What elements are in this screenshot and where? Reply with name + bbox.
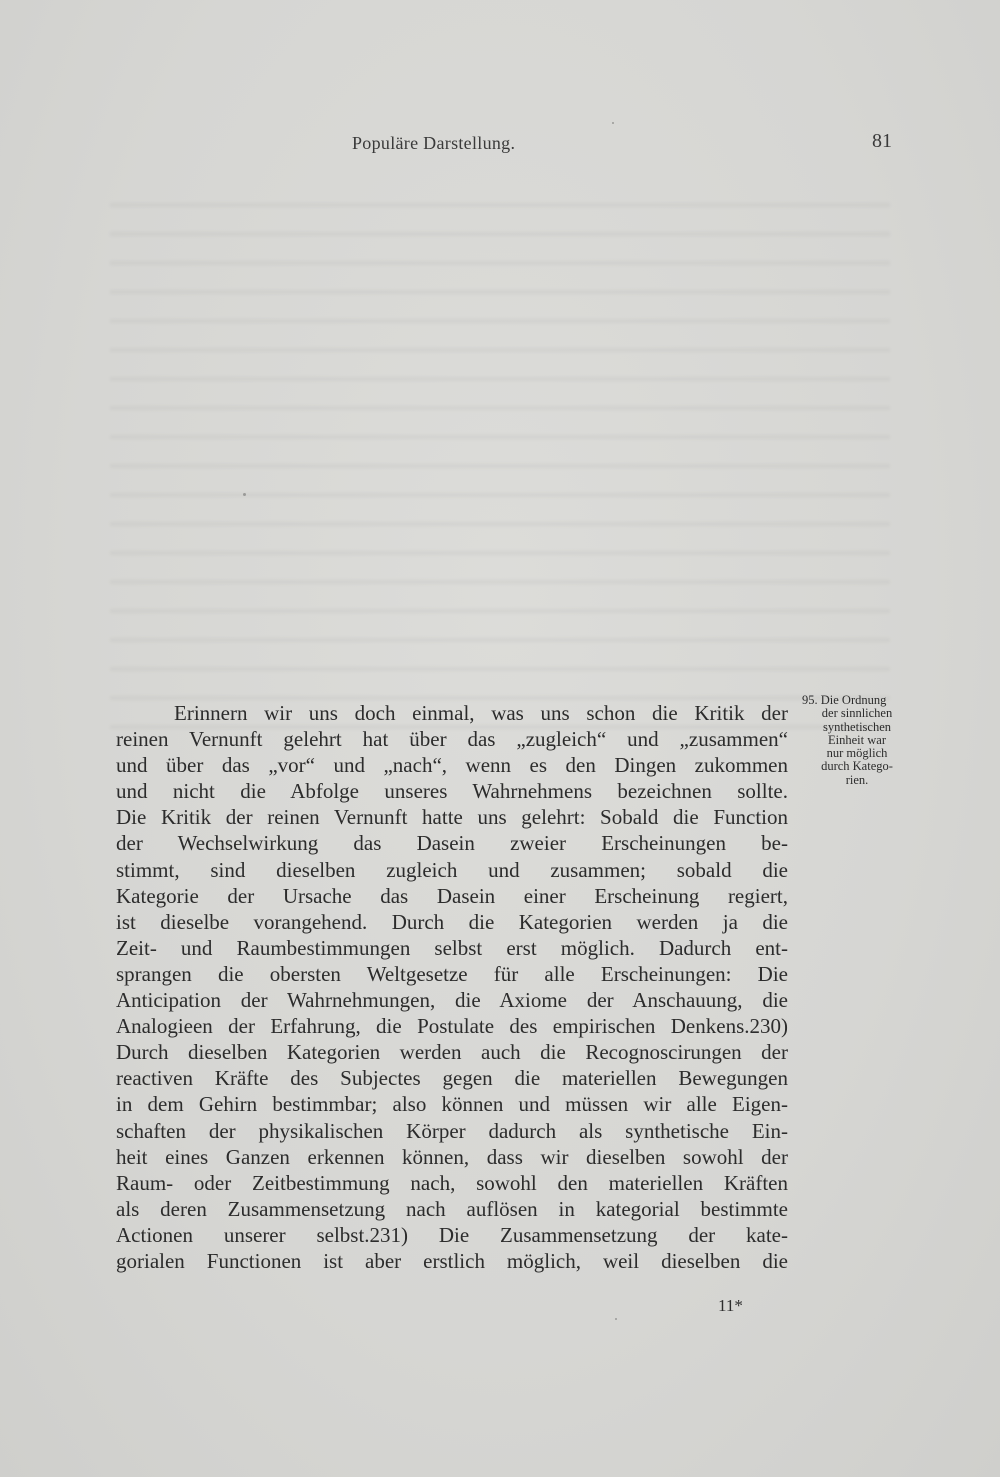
running-header-title: Populäre Darstellung. — [352, 133, 516, 153]
margin-note-line: rien. — [845, 772, 869, 787]
body-line: ist dieselbe vorangehend. Durch die Kategorien werden ja die — [116, 909, 788, 934]
body-line: Zeit- und Raumbestimmungen selbst erst möglich. Dadurch ent- — [116, 935, 788, 960]
body-line: Durch dieselben Kategorien werden auch die Recognoscirungen der — [116, 1040, 788, 1065]
printer-signature-mark: 11* — [718, 1296, 743, 1315]
body-line: heit eines Ganzen erkennen können, dass wir dieselben sowohl der — [116, 1144, 788, 1169]
margin-note-line: der sinnlichen — [821, 706, 893, 721]
body-line: der Wechselwirkung das Dasein zweier Erscheinungen be- — [116, 831, 788, 856]
body-line: Kategorie der Ursache das Dasein einer Erscheinung regiert, — [116, 883, 788, 908]
body-line: Raum- oder Zeitbestimmung nach, sowohl den materiellen Kräften — [116, 1170, 788, 1195]
body-line: Die Kritik der reinen Vernunft hatte uns gelehrt: Sobald die Function — [116, 805, 788, 830]
body-paragraph — [116, 700, 788, 1274]
body-line: reinen Vernunft gelehrt hat über das „zugleich“ und „zusammen“ — [116, 727, 788, 752]
page-number: 81 — [872, 130, 892, 152]
body-line: gorialen Functionen ist aber erstlich möglich, weil dieselben die — [116, 1248, 788, 1273]
margin-note-line: nur möglich — [826, 746, 888, 761]
margin-note-line: 95. Die Ordnung — [802, 693, 887, 707]
body-line: reactiven Kräfte des Subjectes gegen die materiellen Bewegungen — [116, 1066, 788, 1091]
margin-note-line: Einheit war — [828, 732, 886, 747]
body-line: Analogieen der Erfahrung, die Postulate des empirischen Denkens.230) — [116, 1014, 788, 1039]
paper-speck — [615, 1318, 617, 1320]
body-line: Actionen unserer selbst.231) Die Zusammensetzung der kate- — [116, 1222, 788, 1247]
paper-speck — [612, 122, 614, 124]
body-line: stimmt, sind dieselben zugleich und zusammen; sobald die — [116, 857, 788, 882]
body-line: in dem Gehirn bestimmbar; also können und müssen wir alle Eigen- — [116, 1092, 788, 1117]
body-line: und nicht die Abfolge unseres Wahrnehmens bezeichnen sollte. — [116, 779, 788, 804]
body-line: Erinnern wir uns doch einmal, was uns schon die Kritik der — [174, 701, 788, 725]
margin-note — [802, 694, 912, 787]
body-line: schaften der physikalischen Körper dadurch als synthetische Ein- — [116, 1118, 788, 1143]
paper-speck — [243, 493, 246, 496]
margin-note-line: durch Katego- — [821, 759, 893, 774]
margin-note-line: synthetischen — [822, 719, 892, 734]
body-line: Anticipation der Wahrnehmungen, die Axiome der Anschauung, die — [116, 988, 788, 1013]
body-line: sprangen die obersten Weltgesetze für alle Erscheinungen: Die — [116, 961, 788, 986]
bleed-through-texture — [110, 185, 890, 745]
body-line: als deren Zusammensetzung nach auflösen in kategorial bestimmte — [116, 1196, 788, 1221]
body-line: und über das „vor“ und „nach“, wenn es den Dingen zukommen — [116, 753, 788, 778]
